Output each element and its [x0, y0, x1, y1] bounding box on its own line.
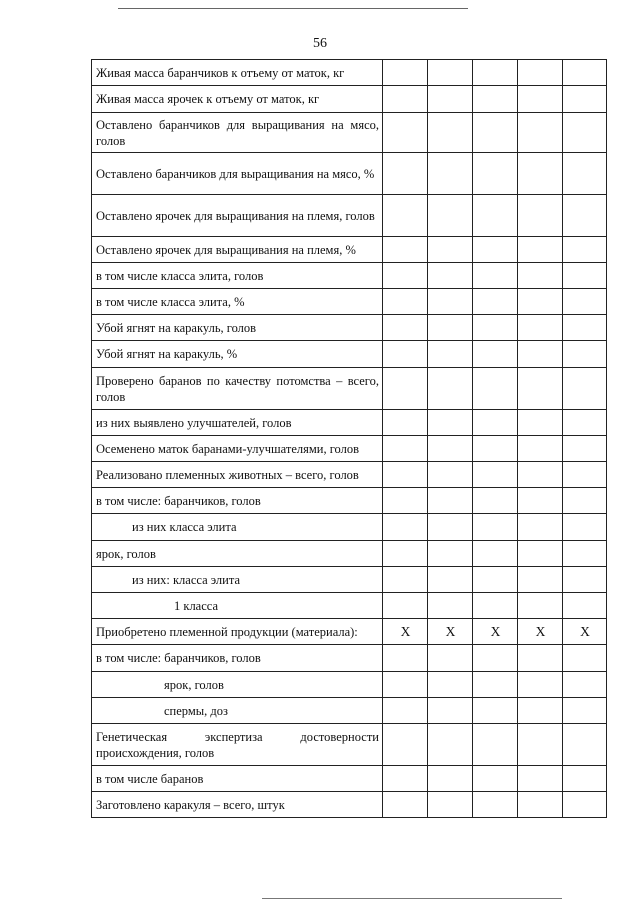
value-cell: [383, 698, 428, 724]
value-cell: [563, 113, 607, 153]
value-cell: [383, 237, 428, 263]
value-cell: [428, 368, 473, 410]
value-cell: [428, 645, 473, 672]
row-label: [92, 488, 383, 514]
value-cell: [518, 645, 563, 672]
row-label: [92, 672, 383, 698]
value-cell: [383, 315, 428, 341]
row-label-text: Оставлено баранчиков для выращивания на мясо, %: [96, 166, 375, 181]
row-label: [92, 315, 383, 341]
row-label-text: Живая масса ярочек к отъему от маток, кг: [96, 92, 320, 106]
value-cell: [563, 289, 607, 315]
table-row: [92, 724, 607, 766]
row-label-text: Приобретено племенной продукции (материала):: [96, 624, 358, 639]
value-cell: Х: [383, 619, 428, 645]
row-label: [92, 237, 383, 263]
value-cell: [563, 792, 607, 818]
row-label: [92, 462, 383, 488]
value-cell: [473, 195, 518, 237]
value-cell: [473, 60, 518, 86]
value-cell: [518, 368, 563, 410]
row-label-text: 1 класса: [174, 598, 219, 613]
value-cell: [518, 488, 563, 514]
value-cell: [563, 488, 607, 514]
row-label-text: Живая масса баранчиков к отъему от маток, кг: [96, 65, 345, 80]
value-cell: [518, 567, 563, 593]
value-cell: [428, 766, 473, 792]
value-cell: [518, 436, 563, 462]
row-label-text: спермы, доз: [164, 703, 228, 718]
row-label-text: Оставлено ярочек для выращивания на племя, %: [96, 242, 356, 257]
row-label: [92, 410, 383, 436]
table-row: [92, 672, 607, 698]
row-label-text: в том числе: баранчиков, голов: [96, 651, 261, 665]
value-cell: [473, 567, 518, 593]
table-row: [92, 792, 607, 818]
value-cell: [473, 541, 518, 567]
row-label-text: из них выявлено улучшателей, голов: [96, 415, 292, 430]
value-cell: [383, 153, 428, 195]
value-cell: [383, 410, 428, 436]
value-cell: [563, 698, 607, 724]
row-label: [92, 113, 383, 153]
value-cell: [518, 263, 563, 289]
row-label: [92, 792, 383, 818]
value-cell: [428, 792, 473, 818]
value-cell: [518, 792, 563, 818]
row-label: [92, 195, 383, 237]
value-cell: [518, 195, 563, 237]
table-row: [92, 341, 607, 368]
table-row: [92, 619, 607, 645]
value-cell: [428, 289, 473, 315]
value-cell: [473, 724, 518, 766]
value-cell: [563, 315, 607, 341]
value-cell: [473, 153, 518, 195]
row-label-text: Проверено баранов по качеству потомства – всего, голов: [96, 373, 379, 404]
value-cell: [473, 289, 518, 315]
livestock-report-table: [91, 59, 607, 818]
value-cell: [428, 410, 473, 436]
row-label-text: Реализовано племенных животных – всего, голов: [96, 467, 359, 482]
value-cell: [563, 593, 607, 619]
row-label: [92, 541, 383, 567]
table-row: [92, 462, 607, 488]
value-cell: [563, 645, 607, 672]
value-cell: [563, 541, 607, 567]
value-cell: [563, 672, 607, 698]
value-cell: [383, 289, 428, 315]
value-cell: [473, 237, 518, 263]
row-label-text: в том числе класса элита, %: [96, 294, 245, 309]
value-cell: [428, 541, 473, 567]
value-cell: [563, 341, 607, 368]
value-cell: [383, 567, 428, 593]
value-cell: [383, 341, 428, 368]
row-label: [92, 645, 383, 672]
table-row: [92, 514, 607, 541]
scan-bottom-rule: [262, 898, 562, 899]
table-row: [92, 766, 607, 792]
value-cell: [563, 462, 607, 488]
value-cell: [563, 410, 607, 436]
value-cell: [428, 462, 473, 488]
value-cell: [473, 593, 518, 619]
row-label: [92, 619, 383, 645]
value-cell: [563, 368, 607, 410]
row-label-text: Генетическая экспертиза достоверности происхождения, голов: [96, 729, 379, 760]
value-cell: [473, 436, 518, 462]
value-cell: [473, 698, 518, 724]
table-row: [92, 541, 607, 567]
value-cell: [383, 263, 428, 289]
value-cell: [383, 645, 428, 672]
value-cell: [473, 645, 518, 672]
table-row: [92, 195, 607, 237]
row-label-text: в том числе: баранчиков, голов: [96, 493, 261, 508]
value-cell: [473, 488, 518, 514]
value-cell: [473, 113, 518, 153]
value-cell: [518, 289, 563, 315]
row-label: [92, 724, 383, 766]
table-row: [92, 488, 607, 514]
value-cell: [518, 410, 563, 436]
table-row: [92, 263, 607, 289]
row-label-text: ярок, голов: [164, 677, 224, 692]
value-cell: [428, 195, 473, 237]
value-cell: Х: [518, 619, 563, 645]
value-cell: [473, 263, 518, 289]
value-cell: [383, 113, 428, 153]
row-label: [92, 368, 383, 410]
value-cell: [563, 60, 607, 86]
value-cell: [563, 724, 607, 766]
value-cell: [428, 567, 473, 593]
row-label: [92, 436, 383, 462]
row-label: [92, 593, 383, 619]
row-label-text: Убой ягнят на каракуль, %: [96, 347, 238, 361]
value-cell: [563, 263, 607, 289]
row-label-text: Осеменено маток баранами-улучшателями, голов: [96, 441, 360, 456]
value-cell: [563, 436, 607, 462]
table-row: [92, 368, 607, 410]
table-row: [92, 60, 607, 86]
value-cell: [383, 672, 428, 698]
value-cell: [563, 766, 607, 792]
value-cell: [383, 60, 428, 86]
value-cell: [518, 341, 563, 368]
value-cell: [428, 698, 473, 724]
table-row: [92, 153, 607, 195]
value-cell: [518, 698, 563, 724]
value-cell: [383, 724, 428, 766]
table-row: [92, 86, 607, 113]
value-cell: [518, 237, 563, 263]
row-label-text: Заготовлено каракуля – всего, штук: [96, 797, 285, 812]
value-cell: [428, 724, 473, 766]
table-row: [92, 593, 607, 619]
row-label: [92, 341, 383, 368]
value-cell: [473, 766, 518, 792]
table-row: [92, 113, 607, 153]
row-label-text: ярок, голов: [96, 546, 156, 561]
value-cell: [428, 153, 473, 195]
value-cell: Х: [428, 619, 473, 645]
table-row: [92, 289, 607, 315]
value-cell: [383, 766, 428, 792]
row-label: [92, 289, 383, 315]
table-row: [92, 410, 607, 436]
value-cell: [473, 792, 518, 818]
value-cell: [428, 514, 473, 541]
table-row: [92, 567, 607, 593]
value-cell: [473, 462, 518, 488]
value-cell: [428, 341, 473, 368]
value-cell: [518, 766, 563, 792]
value-cell: [428, 237, 473, 263]
value-cell: [428, 86, 473, 113]
value-cell: [563, 195, 607, 237]
value-cell: [428, 672, 473, 698]
value-cell: [428, 263, 473, 289]
value-cell: Х: [473, 619, 518, 645]
page-number: 56: [313, 36, 327, 51]
row-label: [92, 766, 383, 792]
row-label: [92, 60, 383, 86]
value-cell: [563, 567, 607, 593]
value-cell: [518, 593, 563, 619]
value-cell: [563, 153, 607, 195]
value-cell: [518, 462, 563, 488]
value-cell: [473, 514, 518, 541]
value-cell: [383, 514, 428, 541]
table-row: [92, 436, 607, 462]
row-label-text: из них класса элита: [132, 520, 237, 534]
value-cell: [518, 541, 563, 567]
row-label-text: Оставлено ярочек для выращивания на племя, голов: [96, 208, 375, 223]
value-cell: [518, 153, 563, 195]
value-cell: [518, 60, 563, 86]
value-cell: [383, 541, 428, 567]
value-cell: [518, 514, 563, 541]
row-label-text: в том числе баранов: [96, 771, 204, 786]
row-label: [92, 514, 383, 541]
value-cell: Х: [563, 619, 607, 645]
row-label: [92, 153, 383, 195]
value-cell: [473, 410, 518, 436]
value-cell: [428, 593, 473, 619]
value-cell: [383, 86, 428, 113]
value-cell: [518, 315, 563, 341]
value-cell: [383, 368, 428, 410]
value-cell: [563, 237, 607, 263]
value-cell: [473, 341, 518, 368]
value-cell: [428, 113, 473, 153]
value-cell: [473, 86, 518, 113]
value-cell: [383, 436, 428, 462]
scan-top-rule: [118, 8, 468, 9]
table-row: [92, 315, 607, 341]
row-label-text: из них: класса элита: [132, 572, 240, 587]
row-label: [92, 567, 383, 593]
row-label-text: в том числе класса элита, голов: [96, 268, 264, 283]
table-row: [92, 237, 607, 263]
value-cell: [383, 593, 428, 619]
row-label-text: Оставлено баранчиков для выращивания на мясо, голов: [96, 117, 379, 148]
value-cell: [383, 462, 428, 488]
table-row: [92, 645, 607, 672]
row-label: [92, 86, 383, 113]
table-row: [92, 698, 607, 724]
value-cell: [428, 436, 473, 462]
row-label-text: Убой ягнят на каракуль, голов: [96, 320, 257, 335]
value-cell: [563, 86, 607, 113]
value-cell: [383, 792, 428, 818]
value-cell: [383, 195, 428, 237]
value-cell: [383, 488, 428, 514]
value-cell: [518, 113, 563, 153]
value-cell: [563, 514, 607, 541]
row-label: [92, 263, 383, 289]
value-cell: [518, 86, 563, 113]
value-cell: [428, 488, 473, 514]
value-cell: [518, 724, 563, 766]
value-cell: [518, 672, 563, 698]
row-label: [92, 698, 383, 724]
value-cell: [473, 672, 518, 698]
value-cell: [428, 60, 473, 86]
value-cell: [473, 368, 518, 410]
value-cell: [473, 315, 518, 341]
value-cell: [428, 315, 473, 341]
